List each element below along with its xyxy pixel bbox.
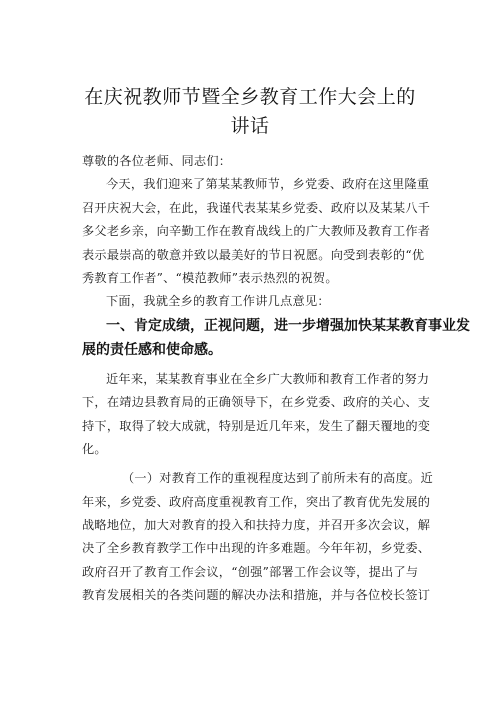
paragraph-line: 下面，我就全乡的教育工作讲几点意见： — [106, 294, 330, 309]
document-title-line-1: 在庆祝教师节暨全乡教育工作大会上的 — [84, 86, 416, 108]
paragraph-line: 持下，取得了较大成就，特别是近几年来，发生了翻天覆地的变 — [82, 418, 431, 433]
section-heading-line: 一、肯定成绩，正视问题，进一步增强加快某某教育事业发 — [106, 317, 470, 334]
paragraph-line: 教育发展相关的各类问题的解决办法和措施，并与各位校长签订 — [82, 588, 431, 603]
paragraph-line: 今天，我们迎来了第某某教师节，乡党委、政府在这里隆重 — [106, 177, 430, 192]
paragraph-line: 化。 — [82, 441, 107, 456]
paragraph-line: 下，在靖边县教育局的正确领导下，在乡党委、政府的关心、支 — [82, 395, 431, 410]
salutation: 尊敬的各位老师、同志们： — [82, 154, 232, 168]
section-heading-line: 展的责任感和使命感。 — [82, 341, 222, 358]
document-body — [82, 150, 470, 608]
document-title-line-2: 讲话 — [230, 115, 270, 137]
paragraph-line: 表示最崇高的敬意并致以最美好的节日祝愿。向受到表彰的“优 — [82, 247, 425, 262]
paragraph-line: 召开庆祝大会，在此，我谨代表某某乡党委、政府以及某某八千 — [82, 200, 431, 215]
paragraph-line: 政府召开了教育工作会议，“创强”部署工作会议等，提出了与 — [82, 564, 419, 579]
paragraph-line: （一）对教育工作的重视程度达到了前所未有的高度。近 — [122, 471, 433, 486]
paragraph-line: 战略地位，加大对教育的投入和扶持力度，并召开多次会议，解 — [82, 518, 431, 533]
paragraph-line: 近年来，某某教育事业在全乡广大教师和教育工作者的努力 — [106, 371, 430, 386]
paragraph-line: 年来，乡党委、政府高度重视教育工作，突出了教育优先发展的 — [82, 494, 431, 509]
paragraph-line: 决了全乡教育教学工作中出现的许多难题。今年年初，乡党委、 — [82, 541, 431, 556]
paragraph-line: 秀教育工作者”、“模范教师”表示热烈的祝贺。 — [82, 270, 338, 285]
paragraph-line: 多父老乡亲，向辛勤工作在教育战线上的广大教师及教育工作者 — [82, 224, 431, 239]
